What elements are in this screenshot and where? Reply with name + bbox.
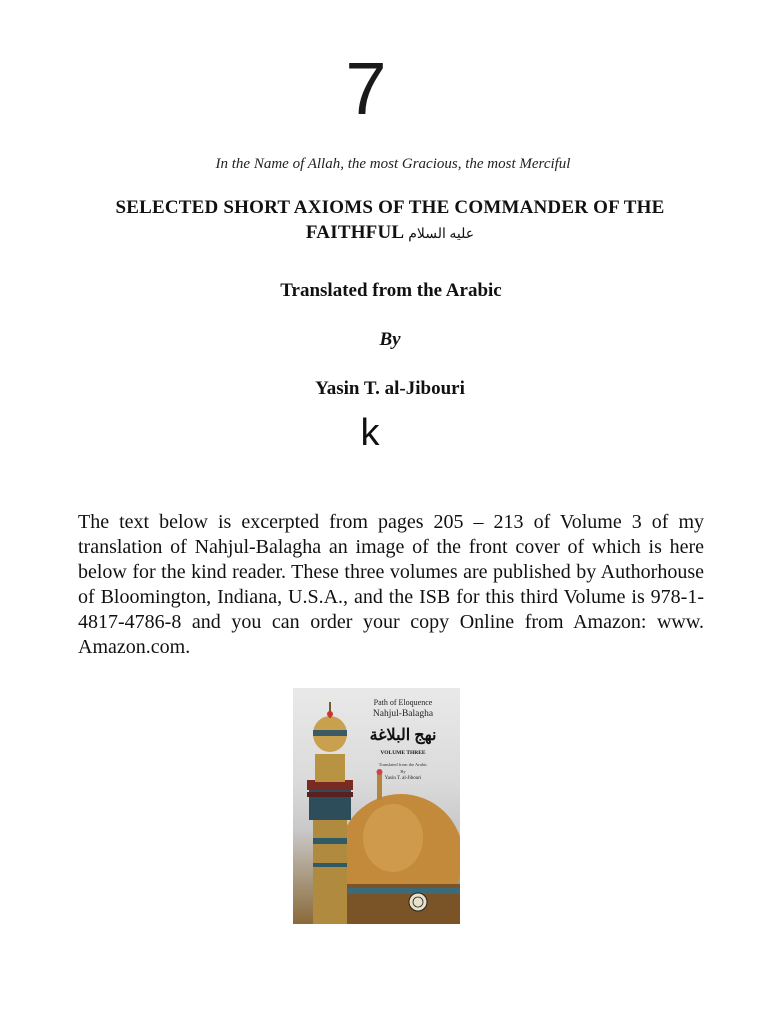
cover-arabic-title: نهج البلاغة: [369, 727, 437, 744]
ornament-glyph: k: [360, 412, 380, 454]
book-cover-image: [293, 688, 460, 924]
title-text: SELECTED SHORT AXIOMS OF THE COMMANDER OF THE FAITHFUL: [115, 197, 665, 243]
author-name: Yasin T. al-Jibouri: [315, 378, 465, 399]
cover-by: By: [400, 769, 406, 774]
minaret-shape: [313, 818, 347, 924]
cover-author: Yasin T. al-Jibouri: [384, 776, 422, 781]
by-line: By: [379, 329, 401, 350]
subtitle: Translated from the Arabic: [280, 280, 502, 301]
shrine-illustration: [293, 688, 460, 924]
document-title: [80, 195, 700, 247]
basmala-line: In the Name of Allah, the most Gracious, the most Merciful: [215, 156, 571, 172]
cover-title-line1: Path of Eloquence: [373, 698, 433, 707]
intro-paragraph: The text below is excerpted from pages 205 – 213 of Volume 3 of my translation of Nahjul-Balagha an image of the front cover of which is here below for the kind reader. These three volumes are published by Authorhouse of Bloomington, Indiana, U.S.A., and the ISB for this third Volume is 978-1-4817-4786-8 and you can order your copy Online from Amazon: www. Amazon.com.: [78, 511, 704, 658]
cover-volume-label: VOLUME THREE: [380, 750, 426, 756]
cover-title-line2: Nahjul-Balagha: [372, 709, 434, 719]
cover-translated-note: Translated from the Arabic: [378, 762, 428, 767]
page-number: 7: [345, 47, 387, 130]
honorific-symbol: عليه السلام: [408, 227, 475, 242]
